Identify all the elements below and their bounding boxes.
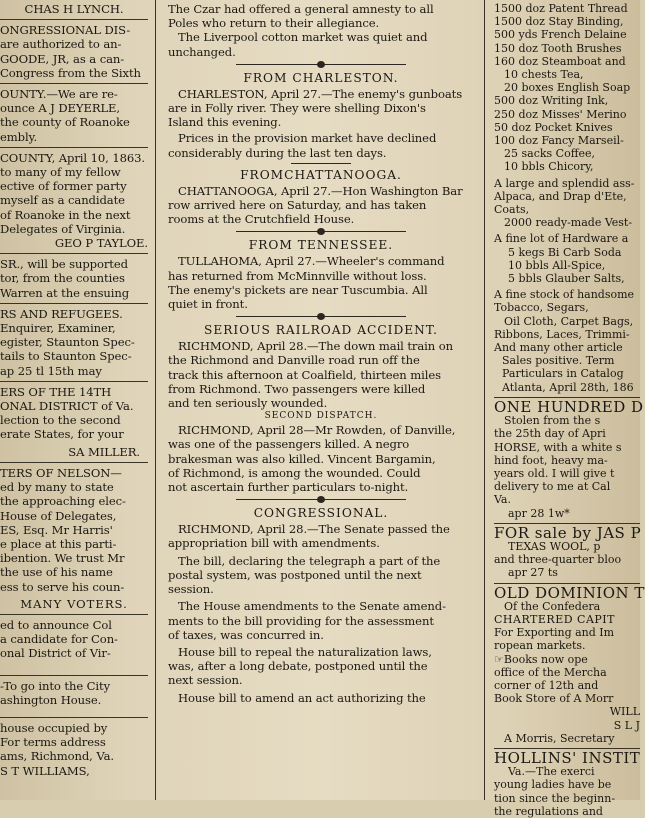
lynch-notice: [0, 2, 148, 80]
text-line: ective of former party: [0, 179, 127, 194]
article-heading: CONGRESSIONAL.: [253, 506, 389, 521]
text-line: apr 28 1w*: [508, 506, 570, 520]
text-line: CHARTERED CAPIT: [494, 612, 615, 626]
text-line: Va.: [494, 493, 511, 507]
text-line: the approaching elec-: [0, 494, 126, 509]
text-line: Particulars in Catalog: [502, 367, 624, 381]
accident-article: [168, 322, 474, 494]
text-line: The Czar had offered a general amnesty to all: [168, 2, 434, 16]
text-line: row arrived here on Saturday, and has taken: [168, 198, 427, 213]
text-line: 10 chests Tea,: [504, 68, 584, 82]
text-line: of Richmond, is among the wounded. Could: [168, 465, 421, 480]
district-notice: [0, 385, 148, 459]
ornament-rule: [168, 495, 474, 504]
text-line: The bill, declaring the telegraph a part of the: [178, 553, 441, 568]
deyerle-notice: [0, 87, 148, 144]
text-line: the county of Roanoke: [0, 115, 130, 130]
text-line: quiet in front.: [168, 297, 248, 312]
text-line: ES, Esq. Mr Harris': [0, 522, 113, 537]
text-line: 20 boxes English Soap: [504, 81, 631, 95]
text-line: delivery to me at Cal: [494, 480, 611, 494]
text-line: Congress from the Sixth: [0, 65, 141, 80]
middle-column: [160, 0, 480, 800]
text-line: 100 doz Fancy Marseil-: [494, 134, 624, 148]
text-line: CHATTANOOGA, April 27.—Hon Washington Bar: [178, 183, 463, 198]
text-line: rooms at the Crutchfield House.: [168, 212, 355, 227]
text-line: postal system, was postponed until the next: [168, 567, 422, 582]
text-line: And many other article: [494, 341, 623, 355]
text-line: Sales positive. Term: [502, 354, 615, 368]
text-line: Delegates of Virginia.: [0, 221, 126, 236]
text-line: tails to Staunton Spec-: [0, 349, 132, 364]
text-line: The House amendments to the Senate amend-: [178, 599, 446, 614]
text-line: SR., will be supported: [0, 257, 128, 272]
tayloe-notice: [0, 151, 148, 250]
text-line: ap 25 tl 15th may: [0, 363, 102, 378]
text-line: onal District of Vir-: [0, 646, 111, 661]
text-line: A Morris, Secretary: [504, 731, 615, 745]
text-line: track this afternoon at Coalfield, thirteen miles: [168, 367, 441, 382]
text-line: young ladies have be: [494, 778, 612, 792]
text-line: next session.: [168, 673, 243, 688]
text-line: myself as a candidate: [0, 193, 125, 208]
short-rule: [291, 163, 351, 164]
text-line: the 25th day of Apri: [494, 427, 606, 441]
text-line: erate States, for your: [0, 427, 124, 442]
text-line: Island this evening.: [168, 115, 282, 130]
text-line: and three-quarter bloo: [494, 553, 622, 567]
intro-article: [168, 2, 474, 59]
text-line: OUNTY.—We are re-: [0, 87, 118, 102]
text-line: and ten seriously wounded.: [168, 396, 328, 411]
text-line: not ascertain further particulars to-night.: [168, 480, 409, 495]
text-line: ed by many to state: [0, 480, 114, 495]
text-line: TEXAS WOOL, p: [508, 539, 601, 553]
text-line: 5 bbls Glauber Salts,: [508, 272, 625, 286]
text-line: Warren at the ensuing: [0, 285, 130, 300]
chattanooga-article: [168, 167, 474, 227]
text-line: HORSE, with a white s: [494, 440, 622, 454]
sub-heading: SECOND DISPATCH.: [264, 411, 378, 422]
text-line: brakesman was also killed. Vincent Bargamin,: [168, 451, 436, 466]
text-line: ments to the bill providing for the assessment: [168, 613, 434, 628]
article-heading: FROM TENNESSEE.: [248, 238, 394, 253]
text-line: 10 bbls All-Spice,: [508, 258, 606, 272]
text-line: was one of the passengers killed. A negro: [168, 437, 410, 452]
hollins-notice: [494, 748, 641, 818]
old-dominion-notice: [494, 583, 645, 745]
congressional-article: [168, 505, 474, 704]
text-line: CHAS H LYNCH.: [24, 2, 124, 16]
goods-list: [494, 2, 640, 174]
text-line: the regulations and: [494, 804, 603, 818]
text-line: Enquirer, Examiner,: [0, 321, 116, 336]
text-line: egister, Staunton Spec-: [0, 335, 135, 350]
text-line: Poles who return to their allegiance.: [168, 16, 380, 31]
congress-candidate-notice: [0, 618, 148, 661]
text-line: hind foot, heavy ma-: [494, 453, 608, 467]
city-notice: [0, 679, 148, 707]
text-line: Of the Confedera: [504, 599, 601, 613]
charleston-article: [168, 70, 474, 160]
notice-heading: HOLLINS' INSTIT: [494, 748, 641, 767]
text-line: was, after a long debate, postponed until the: [168, 659, 428, 674]
ornament-rule: [168, 227, 474, 236]
nelson-notice: [0, 466, 148, 611]
text-line: CHARLESTON, April 27.—The enemy's gunboats: [178, 86, 463, 101]
text-line: Prices in the provision market have declined: [178, 131, 437, 146]
text-line: corner of 12th and: [494, 678, 599, 692]
left-column: [0, 0, 152, 800]
text-line: 150 doz Tooth Brushes: [494, 41, 622, 55]
texas-wool-notice: [494, 523, 642, 580]
notice-heading: ONE HUNDRED D: [494, 397, 644, 416]
text-line: embly.: [0, 129, 38, 144]
text-line: Stolen from the s: [504, 414, 601, 428]
warren-notice: [0, 257, 148, 300]
text-line: ☞Books now ope: [494, 652, 588, 666]
signature: SA MILLER.: [68, 444, 140, 459]
text-line: 250 doz Misses' Merino: [494, 107, 627, 121]
text-line: ashington House.: [0, 692, 102, 707]
text-line: tor, from the counties: [0, 271, 125, 286]
text-line: Va.—The exerci: [508, 765, 595, 779]
text-line: unchanged.: [168, 44, 236, 59]
text-line: 10 bbls Chicory,: [504, 160, 594, 174]
text-line: 1500 doz Patent Thread: [494, 2, 628, 15]
right-column: [488, 0, 645, 818]
text-line: are in Folly river. They were shelling Dixon's: [168, 101, 426, 116]
text-line: ess to serve his coun-: [0, 579, 125, 594]
text-line: COUNTY, April 10, 1863.: [0, 150, 146, 165]
text-line: RICHMOND, April 28—Mr Rowden, of Danville,: [178, 423, 456, 438]
text-line: considerably during the last ten days.: [168, 145, 387, 160]
text-line: The Liverpool cotton market was quiet and: [178, 30, 428, 45]
text-line: A large and splendid ass-: [494, 176, 635, 190]
text-line: the Richmond and Danville road run off the: [168, 353, 420, 368]
refugees-notice: [0, 307, 148, 378]
text-line: A fine stock of handsome: [494, 288, 635, 302]
ornament-rule: [168, 60, 474, 69]
text-line: appropriation bill with amendments.: [168, 536, 380, 551]
article-heading: FROMCHATTANOOGA.: [240, 167, 402, 182]
text-line: The enemy's pickets are near Tuscumbia. All: [168, 282, 428, 297]
text-line: Ribbons, Laces, Trimmi-: [494, 327, 630, 341]
text-line: Alpaca, and Drap d'Ete,: [494, 189, 627, 203]
text-line: years old. I will give t: [494, 466, 615, 480]
text-line: Tobacco, Segars,: [494, 301, 589, 315]
text-line: 500 yds French Delaine: [494, 28, 627, 42]
text-line: apr 27 ts: [508, 566, 558, 580]
text-line: ed to announce Col: [0, 617, 112, 632]
hardware-list: [494, 232, 640, 285]
text-line: ERS OF THE 14TH: [0, 384, 112, 399]
text-line: 1500 doz Stay Binding,: [494, 15, 624, 29]
text-line: Atlanta, April 28th, 186: [502, 380, 634, 394]
text-line: RICHMOND, April 28.—The down mail train on: [178, 339, 453, 354]
text-line: of Roanoke in the next: [0, 207, 131, 222]
text-line: House of Delegates,: [0, 508, 117, 523]
text-line: of taxes, was concurred in.: [168, 627, 324, 642]
text-line: Oil Cloth, Carpet Bags,: [504, 314, 634, 328]
column-rule: [155, 0, 156, 800]
text-line: RS AND REFUGEES.: [0, 306, 123, 321]
notice-heading: FOR sale by JAS P: [494, 523, 642, 542]
signature: GEO P TAYLOE.: [54, 236, 148, 251]
text-line: office of the Mercha: [494, 665, 607, 679]
alpaca-list: [494, 177, 640, 230]
text-line: House bill to amend an act authorizing the: [178, 690, 426, 705]
text-line: TULLAHOMA, April 27.—Wheeler's command: [178, 254, 445, 269]
tobacco-list: [494, 288, 640, 394]
text-line: are authorized to an-: [0, 37, 122, 52]
text-line: e place at this parti-: [0, 536, 117, 551]
text-line: lection to the second: [0, 413, 121, 428]
text-line: has returned from McMinnville without loss.: [168, 268, 427, 283]
text-line: House bill to repeal the naturalization laws,: [178, 644, 432, 659]
text-line: For terms address: [0, 735, 106, 750]
text-line: ONGRESSIONAL DIS-: [0, 23, 131, 38]
text-line: house occupied by: [0, 720, 108, 735]
text-line: WILL: [609, 705, 640, 719]
stolen-horse-notice: [494, 397, 644, 520]
article-heading: FROM CHARLESTON.: [243, 70, 399, 85]
signature: MANY VOTERS.: [20, 596, 128, 611]
text-line: 25 sacks Coffee,: [504, 147, 596, 161]
text-line: to many of my fellow: [0, 165, 121, 180]
text-line: Coats,: [494, 203, 530, 217]
text-line: Book Store of A Morr: [494, 692, 614, 706]
notice-heading: OLD DOMINION T: [494, 583, 645, 602]
text-line: For Exporting and Im: [494, 626, 615, 640]
text-line: 50 doz Pocket Knives: [494, 120, 613, 134]
text-line: a candidate for Con-: [0, 632, 118, 647]
text-line: ounce A J DEYERLE,: [0, 101, 120, 116]
article-heading: SERIOUS RAILROAD ACCIDENT.: [203, 323, 439, 338]
text-line: the use of his name: [0, 565, 113, 580]
column-rule: [484, 0, 485, 800]
text-line: 2000 ready-made Vest-: [504, 216, 633, 230]
text-line: ONAL DISTRICT of Va.: [0, 399, 134, 414]
text-line: GOODE, JR, as a can-: [0, 51, 125, 66]
text-line: 500 doz Writing Ink,: [494, 94, 609, 108]
text-line: ibention. We trust Mr: [0, 551, 125, 566]
text-line: -To go into the City: [0, 678, 111, 693]
tennessee-article: [168, 237, 474, 311]
text-line: RICHMOND, April 28.—The Senate passed the: [178, 522, 450, 537]
text-line: from Richmond. Two passengers were killed: [168, 381, 426, 396]
house-notice: [0, 721, 148, 778]
text-line: tion since the beginn-: [494, 791, 616, 805]
text-line: S L J: [613, 718, 640, 732]
text-line: ams, Richmond, Va.: [0, 749, 114, 764]
text-line: 5 kegs Bi Carb Soda: [508, 245, 622, 259]
text-line: TERS OF NELSON—: [0, 465, 122, 480]
text-line: session.: [168, 582, 214, 597]
text-line: A fine lot of Hardware a: [494, 232, 629, 246]
text-line: ropean markets.: [494, 639, 586, 653]
text-line: S T WILLIAMS,: [0, 763, 90, 778]
ornament-rule: [168, 312, 474, 321]
text-line: 160 doz Steamboat and: [494, 54, 626, 68]
